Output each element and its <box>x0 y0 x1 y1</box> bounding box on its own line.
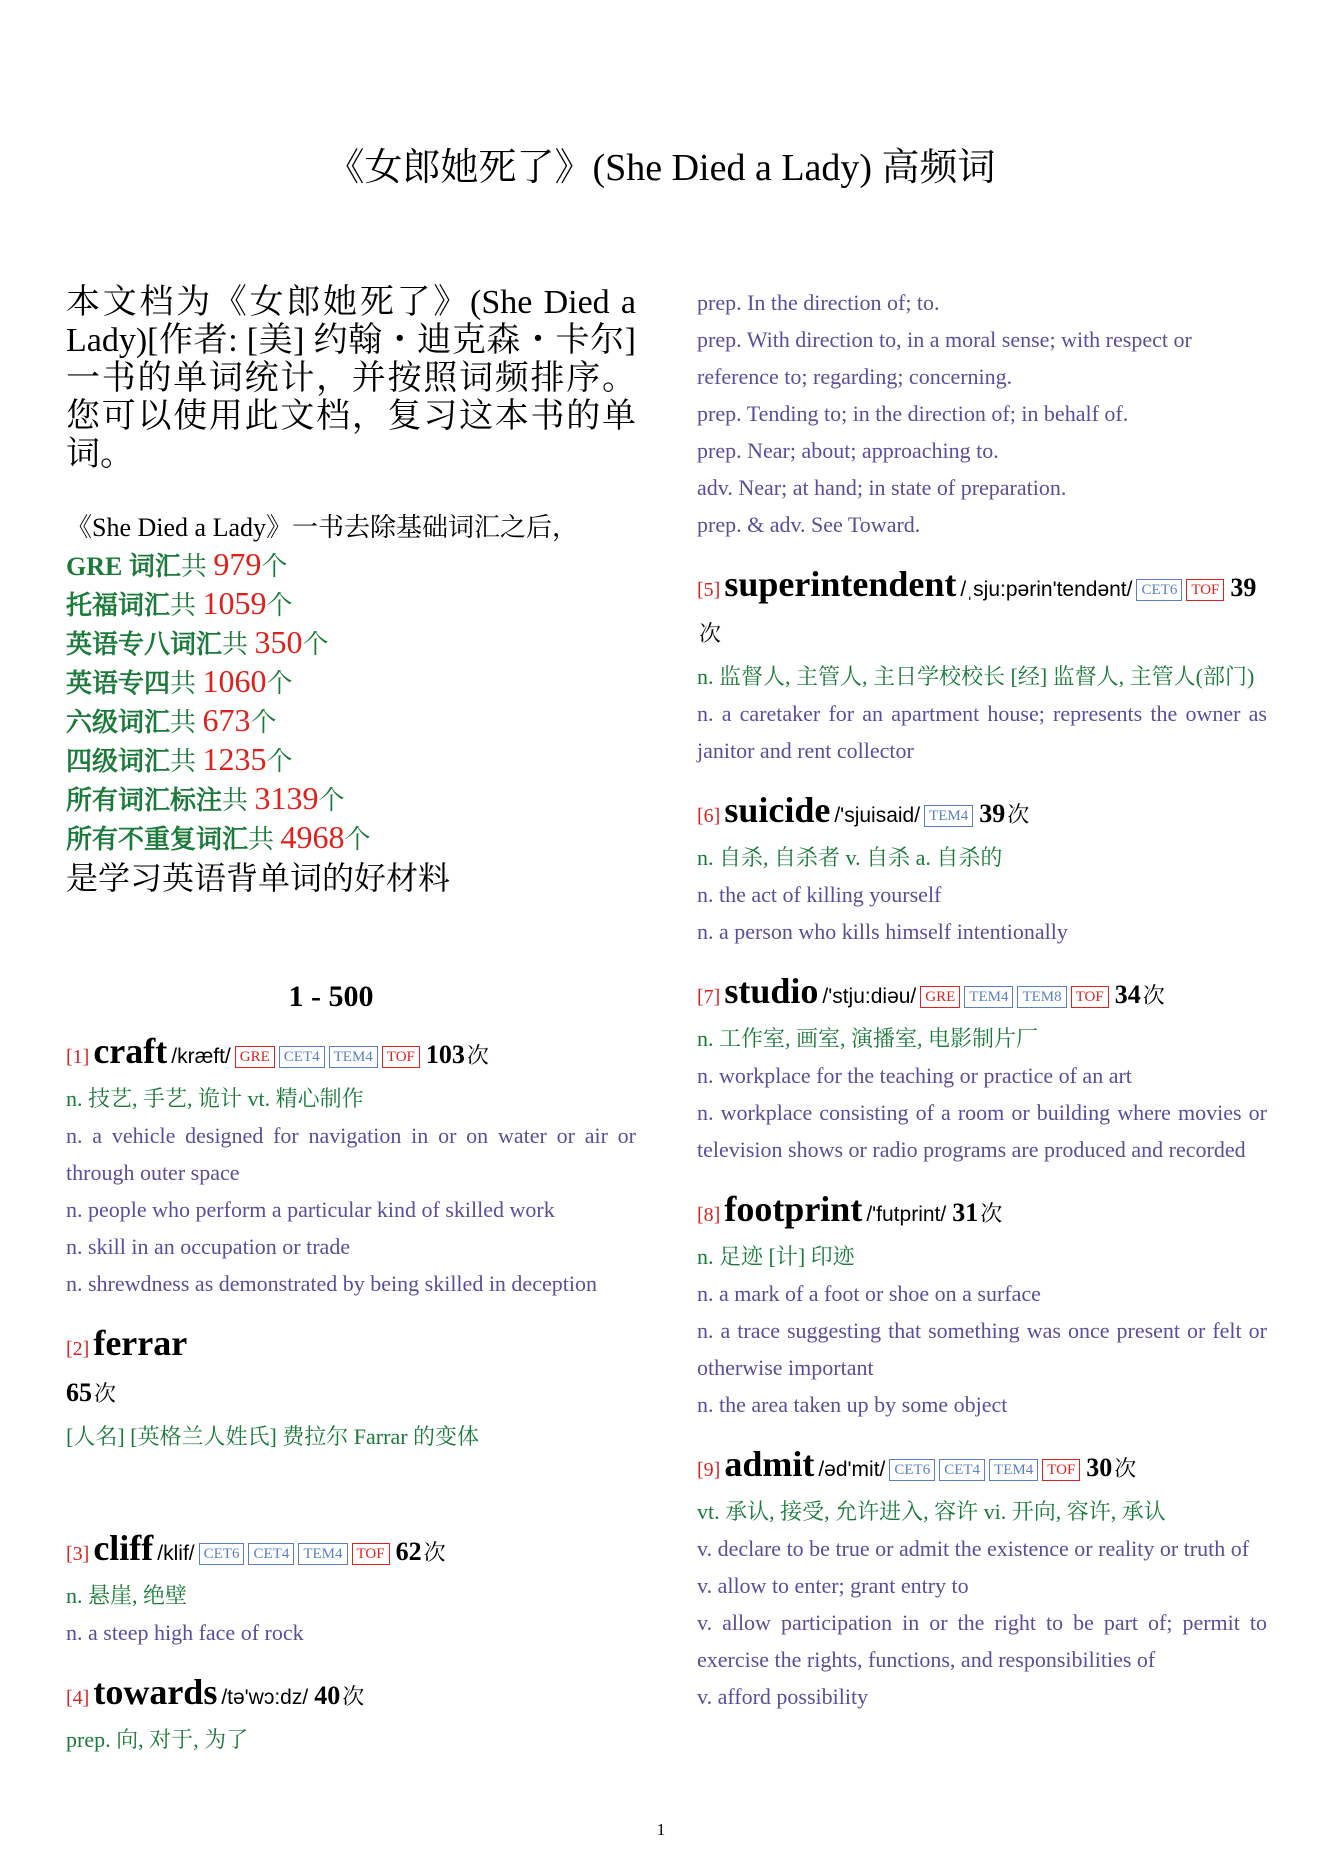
definition-chinese: n. 监督人, 主管人, 主日学校校长 [经] 监督人, 主管人(部门) <box>697 664 1255 689</box>
level-tag: CET6 <box>199 1543 245 1565</box>
stat-suffix: 个 <box>266 669 293 698</box>
stat-suffix: 个 <box>250 708 277 737</box>
headword: towards <box>93 1672 218 1712</box>
frequency-unit: 次 <box>466 1043 489 1068</box>
stat-suffix: 个 <box>266 591 293 620</box>
headword: ferrar <box>93 1323 188 1363</box>
definition-chinese: prep. 向, 对于, 为了 <box>66 1727 249 1752</box>
definition-chinese: n. 足迹 [计] 印迹 <box>697 1244 855 1269</box>
definition-chinese: n. 工作室, 画室, 演播室, 电影制片厂 <box>697 1026 1039 1051</box>
stat-row <box>66 780 636 819</box>
headword: craft <box>93 1031 168 1071</box>
stat-prefix: 共 <box>170 747 203 776</box>
stat-count: 1059 <box>202 585 267 621</box>
level-tag: CET4 <box>939 1459 985 1481</box>
level-tag: TEM8 <box>1017 986 1066 1008</box>
headword: cliff <box>93 1528 154 1568</box>
word-entry <box>697 789 1267 950</box>
definition-english: prep. With direction to, in a moral sense; with respect or <box>697 327 1192 352</box>
stat-label: 四级词汇 <box>66 747 171 776</box>
level-tag: TOF <box>1042 1459 1080 1481</box>
phonetic: /ˌsju:pərin'tendənt/ <box>960 578 1133 601</box>
stat-count: 3139 <box>254 780 319 816</box>
stat-count: 1235 <box>202 741 267 777</box>
entry-index: [1] <box>66 1046 90 1068</box>
frequency-unit: 次 <box>94 1381 117 1406</box>
stat-count: 4968 <box>280 819 345 855</box>
definition-english: n. a trace suggesting that something was once present or felt or otherwise important <box>697 1318 1267 1380</box>
left-column <box>66 284 636 1778</box>
stat-label: 所有不重复词汇 <box>66 825 249 854</box>
level-tag: TOF <box>352 1543 390 1565</box>
stat-row <box>66 663 636 702</box>
stat-suffix: 个 <box>261 552 288 581</box>
headword: admit <box>724 1444 815 1484</box>
entry-index: [8] <box>697 1204 721 1226</box>
stat-row <box>66 819 636 858</box>
stat-prefix: 共 <box>248 825 281 854</box>
definition-english: adv. Near; at hand; in state of preparation. <box>697 475 1067 500</box>
stat-prefix: 共 <box>170 669 203 698</box>
frequency-unit: 次 <box>980 1201 1003 1226</box>
stat-prefix: 共 <box>170 591 203 620</box>
definition-english: n. people who perform a particular kind of skilled work <box>66 1197 555 1222</box>
stat-count: 350 <box>254 624 303 660</box>
definition-english: v. allow to enter; grant entry to <box>697 1573 969 1598</box>
definition-english: v. afford possibility <box>697 1684 869 1709</box>
phonetic: /klif/ <box>157 1542 195 1565</box>
stat-prefix: 共 <box>180 552 214 581</box>
level-tag: CET4 <box>248 1543 294 1565</box>
word-entry <box>66 1322 636 1455</box>
stat-suffix: 个 <box>318 786 345 815</box>
definition-english: prep. In the direction of; to. <box>697 290 940 315</box>
level-tag: TEM4 <box>298 1543 347 1565</box>
phonetic: /'sjuisaid/ <box>834 804 921 827</box>
frequency-line <box>66 1372 636 1418</box>
word-entry <box>66 1671 636 1758</box>
level-tag: TOF <box>1071 986 1109 1008</box>
stat-row <box>66 546 636 585</box>
stat-count: 1060 <box>202 663 267 699</box>
entry-header <box>66 1671 636 1721</box>
frequency-count: 39 <box>1230 573 1257 602</box>
level-tag: TOF <box>382 1046 420 1068</box>
definition-english: reference to; regarding; concerning. <box>697 364 1013 389</box>
frequency-unit: 次 <box>1142 983 1165 1008</box>
frequency-unit: 次 <box>423 1540 446 1565</box>
phonetic: /tə'wɔ:dz/ <box>221 1686 309 1709</box>
entry-header <box>66 1322 636 1372</box>
frequency-count: 30 <box>1086 1453 1113 1482</box>
stats-block <box>66 510 636 898</box>
headword: superintendent <box>724 564 957 604</box>
word-entry <box>697 970 1267 1168</box>
definition-english: prep. Near; about; approaching to. <box>697 438 999 463</box>
definition-chinese: n. 自杀, 自杀者 v. 自杀 a. 自杀的 <box>697 845 1003 870</box>
level-tag: TOF <box>1186 579 1224 601</box>
phonetic: /'stju:diəu/ <box>822 985 917 1008</box>
entry-header <box>66 1030 636 1080</box>
entry-index: [9] <box>697 1459 721 1481</box>
stat-row <box>66 624 636 663</box>
stat-label: 英语专八词汇 <box>66 630 223 659</box>
stat-row <box>66 741 636 780</box>
level-tag: TEM4 <box>989 1459 1038 1481</box>
stat-label: GRE 词汇 <box>66 552 181 581</box>
frequency-count: 40 <box>314 1681 341 1710</box>
entry-header <box>66 1527 636 1577</box>
definition-english: n. skill in an occupation or trade <box>66 1234 351 1259</box>
frequency-count: 65 <box>66 1378 92 1407</box>
stat-suffix: 个 <box>344 825 371 854</box>
entry-index: [2] <box>66 1338 90 1360</box>
entry-header <box>697 563 1267 658</box>
definition-english: n. workplace consisting of a room or building where movies or television shows or radio programs are produced and recorded <box>697 1100 1267 1162</box>
stat-row <box>66 702 636 741</box>
headword: footprint <box>724 1189 863 1229</box>
frequency-count: 34 <box>1114 980 1141 1009</box>
level-tag: CET6 <box>1136 579 1182 601</box>
definition-english: n. a person who kills himself intentionally <box>697 919 1068 944</box>
entry-header <box>697 1443 1267 1493</box>
definition-english: n. a mark of a foot or shoe on a surface <box>697 1281 1041 1306</box>
definition-english: v. declare to be true or admit the existence or reality or truth of <box>697 1536 1250 1561</box>
level-tag: TEM4 <box>924 805 973 827</box>
level-tag: CET4 <box>279 1046 325 1068</box>
level-tag: TEM4 <box>964 986 1013 1008</box>
intro-paragraph: 本文档为《女郎她死了》(She Died a Lady)[作者: [美] 约翰・迪克森・卡尔] 一书的单词统计，并按照词频排序。您可以使用此文档，复习这本书的单词。 <box>66 284 636 473</box>
definition-chinese: n. 技艺, 手艺, 诡计 vt. 精心制作 <box>66 1086 364 1111</box>
word-entry <box>697 563 1267 769</box>
frequency-unit: 次 <box>1114 1456 1137 1481</box>
frequency-count: 62 <box>395 1537 422 1566</box>
stat-prefix: 共 <box>170 708 203 737</box>
entry-index: [5] <box>697 579 721 601</box>
entry-index: [7] <box>697 986 721 1008</box>
stat-suffix: 个 <box>266 747 293 776</box>
stats-rows <box>66 546 636 858</box>
range-heading: 1 - 500 <box>288 980 374 1013</box>
stat-label: 所有词汇标注 <box>66 786 223 815</box>
definition-english: n. workplace for the teaching or practice of an art <box>697 1063 1132 1088</box>
headword: studio <box>724 971 819 1011</box>
definition-chinese: [人名] [英格兰人姓氏] 费拉尔 Farrar 的变体 <box>66 1424 480 1449</box>
stat-label: 六级词汇 <box>66 708 171 737</box>
stats-outro: 是学习英语背单词的好材料 <box>66 860 451 896</box>
stat-count: 979 <box>213 546 262 582</box>
headword: suicide <box>724 790 831 830</box>
phonetic: /'futprint/ <box>866 1203 947 1226</box>
entry-header <box>697 1188 1267 1238</box>
left-entries <box>66 1030 636 1758</box>
definition-english: v. allow participation in or the right to be part of; permit to exercise the rights, functions, and responsibilities of <box>697 1610 1267 1672</box>
entry-index: [4] <box>66 1687 90 1709</box>
phonetic: /kræft/ <box>171 1045 231 1068</box>
frequency-count: 103 <box>425 1040 465 1069</box>
right-entries <box>697 563 1267 1715</box>
stat-prefix: 共 <box>222 786 255 815</box>
stat-prefix: 共 <box>222 630 255 659</box>
stat-label: 托福词汇 <box>66 591 171 620</box>
definition-english: n. a vehicle designed for navigation in or on water or air or through outer space <box>66 1123 636 1185</box>
stats-intro: 《She Died a Lady》一书去除基础词汇之后， <box>66 513 579 542</box>
definition-english: prep. Tending to; in the direction of; in behalf of. <box>697 401 1129 426</box>
frequency-unit: 次 <box>1007 802 1030 827</box>
frequency-count: 31 <box>952 1198 979 1227</box>
level-tag: CET6 <box>889 1459 935 1481</box>
word-entry <box>66 1527 636 1651</box>
definition-english: n. the area taken up by some object <box>697 1392 1008 1417</box>
page-number: 1 <box>656 1820 666 1839</box>
definition-chinese: vt. 承认, 接受, 允许进入, 容许 vi. 开向, 容许, 承认 <box>697 1499 1166 1524</box>
stat-label: 英语专四 <box>66 669 171 698</box>
word-entry <box>66 1030 636 1302</box>
stat-count: 673 <box>202 702 251 738</box>
frequency-count: 39 <box>979 799 1006 828</box>
definition-english: n. shrewdness as demonstrated by being skilled in deception <box>66 1271 597 1296</box>
word-entry <box>697 1443 1267 1715</box>
entry-header <box>697 789 1267 839</box>
definition-english: prep. & adv. See Toward. <box>697 512 921 537</box>
level-tag: TEM4 <box>329 1046 378 1068</box>
stat-suffix: 个 <box>302 630 329 659</box>
frequency-unit: 次 <box>699 621 722 646</box>
page-title: 《女郎她死了》(She Died a Lady) 高频词 <box>326 147 996 189</box>
entry-index: [6] <box>697 805 721 827</box>
continued-definitions <box>697 284 1267 543</box>
entry-index: [3] <box>66 1543 90 1565</box>
level-tag: GRE <box>920 986 960 1008</box>
definition-chinese: n. 悬崖, 绝壁 <box>66 1583 188 1608</box>
entry-header <box>697 970 1267 1020</box>
phonetic: /əd'mit/ <box>818 1458 886 1481</box>
definition-english: n. a steep high face of rock <box>66 1620 304 1645</box>
right-column <box>697 284 1267 1735</box>
frequency-unit: 次 <box>342 1684 365 1709</box>
definition-english: n. the act of killing yourself <box>697 882 942 907</box>
level-tag: GRE <box>235 1046 275 1068</box>
definition-english: n. a caretaker for an apartment house; represents the owner as janitor and rent collector <box>697 701 1267 763</box>
stat-row <box>66 585 636 624</box>
word-entry <box>697 1188 1267 1423</box>
